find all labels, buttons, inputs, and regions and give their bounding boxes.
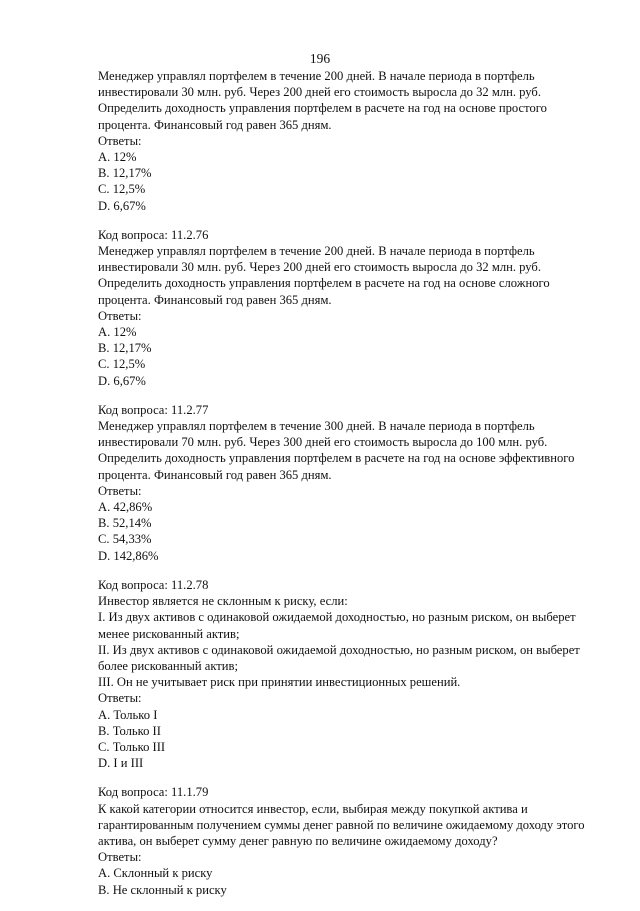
answer-option: B. Только II [98,723,161,738]
question-text-line: III. Он не учитывает риск при принятии инвестиционных решений. [98,675,461,690]
question-text-line: I. Из двух активов с одинаковой ожидаемой доходностью, но разным риском, он выберет [98,610,576,625]
answer-option: D. I и III [98,756,144,771]
answers-label: Ответы: [98,691,142,706]
answer-option: D. 6,67% [98,198,146,213]
question-text-line: процента. Финансовый год равен 365 дням. [98,467,332,482]
question-code: Код вопроса: 11.2.76 [98,227,209,242]
question-block-1 [98,68,598,214]
answer-option: C. 12,5% [98,182,146,197]
answers-label: Ответы: [98,308,142,323]
question-code: Код вопроса: 11.2.77 [98,402,209,417]
answer-option: D. 142,86% [98,548,159,563]
question-text-line: процента. Финансовый год равен 365 дням. [98,117,332,132]
question-text-line: II. Из двух активов с одинаковой ожидаемой доходностью, но разным риском, он выберет [98,642,580,657]
page-number: 196 [309,51,331,66]
answer-option: A. Только I [98,707,158,722]
question-block-3 [98,402,598,564]
question-text-line: К какой категории относится инвестор, если, выбирая между покупкой актива и [98,801,528,816]
question-text-line: актива, он выберет сумму денег равную по величине ожидаемому доходу? [98,833,498,848]
question-block-5 [98,784,598,897]
question-text-line: Определить доходность управления портфелем в расчете на год на основе эффективного [98,451,575,466]
question-text-line: Менеджер управлял портфелем в течение 200 дней. В начале периода в портфель [98,69,535,83]
question-code: Код вопроса: 11.2.78 [98,577,209,592]
answer-option: A. Склонный к риску [98,866,213,881]
document-body [98,68,598,911]
answer-option: B. 12,17% [98,166,152,181]
answer-option: B. Не склонный к риску [98,882,227,897]
answer-option: D. 6,67% [98,373,146,388]
question-text-line: менее рискованный актив; [98,626,240,641]
answer-option: A. 12% [98,325,137,340]
question-block-2 [98,227,598,389]
answer-option: B. 52,14% [98,516,152,531]
question-block-4 [98,577,598,771]
question-text-line: Определить доходность управления портфелем в расчете на год на основе сложного [98,276,550,291]
question-text-line: инвестировали 30 млн. руб. Через 200 дней его стоимость выросла до 32 млн. руб. [98,260,541,275]
answer-option: A. 42,86% [98,500,153,515]
question-text-line: гарантированным получением суммы денег равной по величине ожидаемому доходу этого [98,817,585,832]
question-text-line: инвестировали 70 млн. руб. Через 300 дней его стоимость выросла до 100 млн. руб. [98,435,548,450]
answer-option: B. 12,17% [98,341,152,356]
question-text-line: Менеджер управлял портфелем в течение 300 дней. В начале периода в портфель [98,419,535,434]
question-code: Код вопроса: 11.1.79 [98,785,209,800]
question-text-line: более рискованный актив; [98,658,238,673]
answer-option: C. 54,33% [98,532,152,547]
answer-option: A. 12% [98,150,137,165]
answers-label: Ответы: [98,483,142,498]
question-text-line: Инвестор является не склонным к риску, если: [98,594,348,609]
question-text-line: Менеджер управлял портфелем в течение 200 дней. В начале периода в портфель [98,244,535,259]
answer-option: C. 12,5% [98,357,146,372]
answers-label: Ответы: [98,850,142,865]
question-text-line: процента. Финансовый год равен 365 дням. [98,292,332,307]
question-text-line: Определить доходность управления портфелем в расчете на год на основе простого [98,101,547,116]
question-text-line: инвестировали 30 млн. руб. Через 200 дней его стоимость выросла до 32 млн. руб. [98,85,541,100]
answer-option: C. Только III [98,739,166,754]
answers-label: Ответы: [98,133,142,148]
